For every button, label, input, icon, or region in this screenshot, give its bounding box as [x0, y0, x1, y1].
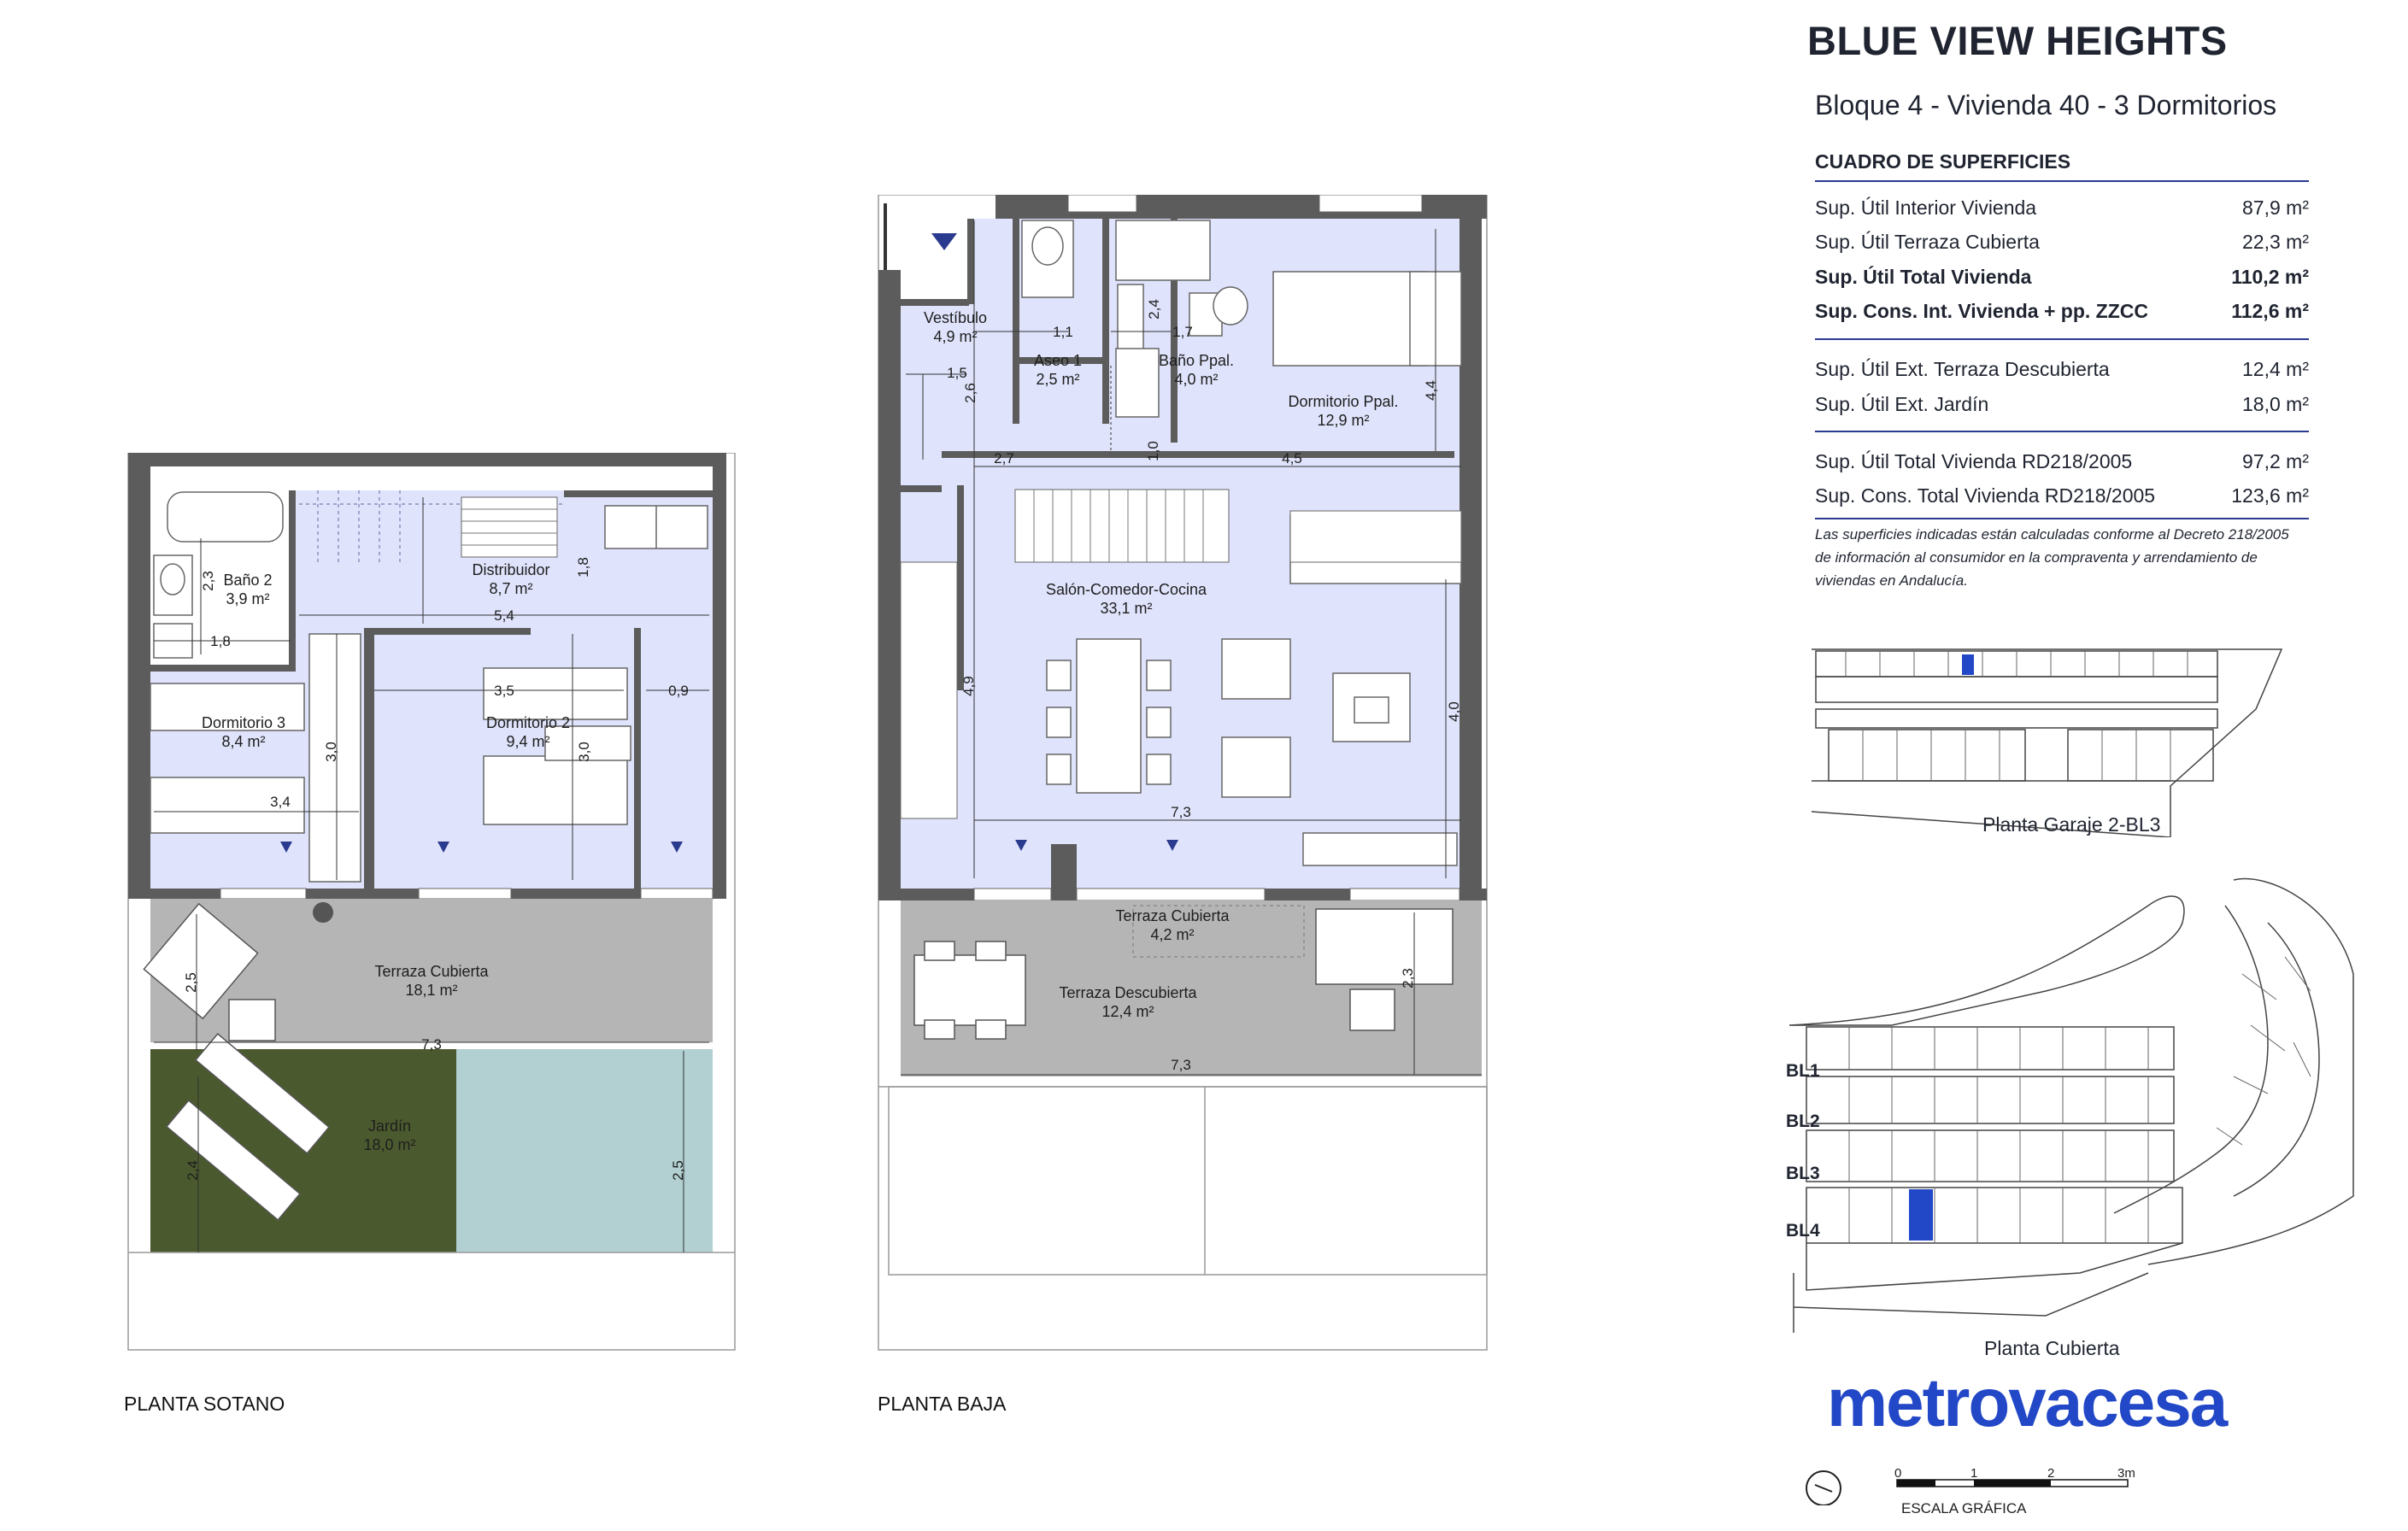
dimension-label: 1,7: [1172, 324, 1193, 340]
room-name: Baño Ppal.: [1158, 352, 1235, 369]
surface-row: [1815, 231, 2309, 254]
roof-plan-caption: Planta Cubierta: [1984, 1337, 2120, 1359]
surface-value: 12,4 m²: [2242, 358, 2309, 380]
sotano-floor-plan: [120, 453, 743, 1358]
surface-row: [1815, 358, 2309, 381]
room-area: 2,5 m²: [1036, 371, 1080, 388]
table-divider: [1815, 431, 2309, 432]
dimension-label: 2,4: [185, 1160, 201, 1181]
surface-value: 112,6 m²: [2231, 300, 2309, 322]
room-area: 8,7 m²: [489, 580, 533, 597]
surface-label: Sup. Útil Ext. Jardín: [1815, 393, 1989, 415]
room-area: 4,9 m²: [933, 328, 978, 345]
surface-label: Sup. Útil Ext. Terraza Descubierta: [1815, 358, 2110, 380]
unit-location-marker: [1962, 654, 1974, 675]
scale-mark: 1: [1970, 1466, 1978, 1481]
surface-label: Sup. Cons. Int. Vivienda + pp. ZZCC: [1815, 300, 2148, 322]
surface-row: [1815, 197, 2309, 220]
dimension-label: 1,5: [947, 365, 967, 381]
surface-row: [1815, 484, 2309, 507]
surface-row: [1815, 300, 2309, 323]
metrovacesa-logo: metrovacesa: [1827, 1364, 2227, 1440]
dimension-label: 4,5: [1282, 450, 1302, 466]
scale-caption: ESCALA GRÁFICA: [1901, 1500, 2027, 1516]
dimension-label: 3,5: [494, 683, 514, 699]
room-area: 12,9 m²: [1317, 412, 1370, 429]
dimension-label: 2,6: [962, 383, 978, 403]
dimension-label: 2,3: [1400, 968, 1416, 988]
dimension-label: 3,0: [576, 742, 592, 762]
room-name: Dormitorio Ppal.: [1288, 393, 1399, 410]
garage-key-plan: [1812, 641, 2290, 837]
block-label-bl3: BL3: [1786, 1164, 1820, 1183]
dimension-label: 1,8: [210, 633, 231, 649]
dimension-label: 1,8: [575, 557, 591, 578]
dimension-label: 5,4: [494, 607, 514, 624]
unit-location-marker: [1909, 1189, 1933, 1241]
dimension-label: 2,5: [183, 972, 199, 993]
room-name: Dormitorio 2: [485, 714, 571, 731]
surface-label: Sup. Útil Terraza Cubierta: [1815, 231, 2040, 253]
room-name: Salón-Comedor-Cocina: [1045, 581, 1207, 598]
dimension-label: 1,1: [1053, 324, 1073, 340]
dimension-label: 0,9: [668, 683, 689, 699]
dimension-label: 4,9: [960, 676, 977, 696]
garage-plan-caption: Planta Garaje 2-BL3: [1982, 813, 2161, 836]
scale-mark: 3m: [2117, 1466, 2135, 1481]
room-name: Dormitorio 3: [201, 714, 286, 731]
surface-label: Sup. Útil Total Vivienda RD218/2005: [1815, 450, 2133, 472]
sotano-caption: PLANTA SOTANO: [124, 1393, 285, 1415]
unit-subtitle: Bloque 4 - Vivienda 40 - 3 Dormitorios: [1815, 90, 2277, 120]
pool-area: [456, 1049, 713, 1252]
surface-row: [1815, 450, 2309, 473]
dimension-label: 4,4: [1423, 380, 1439, 401]
dimension-label: 1,0: [1145, 441, 1161, 461]
room-name: Baño 2: [223, 572, 273, 589]
dimension-label: 4,0: [1446, 701, 1462, 722]
surface-value: 87,9 m²: [2242, 197, 2309, 219]
surface-row: [1815, 393, 2309, 416]
room-area: 4,2 m²: [1150, 926, 1195, 943]
surface-row: [1815, 266, 2309, 289]
room-area: 18,0 m²: [363, 1136, 416, 1153]
room-name: Vestíbulo: [923, 309, 988, 326]
dimension-label: 2,4: [1146, 299, 1162, 320]
room-area: 18,1 m²: [405, 982, 458, 999]
room-area: 12,4 m²: [1101, 1003, 1154, 1020]
legal-note: Las superficies indicadas están calculadas conforme al Decreto 218/2005 de información al consumidor en la compraventa y arrendamiento de viviendas en Andalucía.: [1815, 526, 2289, 589]
dimension-label: 3,0: [323, 742, 339, 762]
dimension-label: 7,3: [1171, 804, 1191, 820]
surface-value: 97,2 m²: [2242, 450, 2309, 472]
dimension-label: 2,7: [994, 450, 1014, 466]
scale-mark: 0: [1894, 1466, 1902, 1481]
room-area: 4,0 m²: [1174, 371, 1219, 388]
room-area: 33,1 m²: [1100, 600, 1153, 617]
block-label-bl2: BL2: [1786, 1112, 1820, 1131]
room-area: 9,4 m²: [506, 733, 550, 750]
surface-label: Sup. Cons. Total Vivienda RD218/2005: [1815, 484, 2156, 507]
dimension-label: 7,3: [421, 1036, 442, 1053]
dimension-label: 3,4: [270, 794, 291, 810]
room-name: Terraza Cubierta: [374, 963, 489, 980]
room-name: Jardín: [367, 1117, 412, 1135]
baja-floor-plan: [872, 195, 1495, 1358]
table-divider: [1815, 338, 2309, 340]
dimension-label: 7,3: [1171, 1057, 1191, 1073]
surface-label: Sup. Útil Total Vivienda: [1815, 266, 2032, 288]
table-divider: [1815, 518, 2309, 519]
surface-table-heading: CUADRO DE SUPERFICIES: [1815, 150, 2309, 182]
dimension-label: 2,5: [670, 1160, 686, 1181]
surface-value: 18,0 m²: [2242, 393, 2309, 415]
scale-mark: 2: [2047, 1466, 2055, 1481]
dimension-label: 2,3: [200, 571, 216, 591]
surface-label: Sup. Útil Interior Vivienda: [1815, 197, 2037, 219]
project-title: BLUE VIEW HEIGHTS: [1807, 18, 2228, 63]
block-label-bl4: BL4: [1786, 1221, 1820, 1241]
baja-caption: PLANTA BAJA: [878, 1393, 1007, 1415]
room-name: Aseo 1: [1033, 352, 1083, 369]
surface-value: 110,2 m²: [2231, 266, 2309, 288]
room-name: Terraza Descubierta: [1059, 984, 1197, 1001]
surface-value: 22,3 m²: [2242, 231, 2309, 253]
surface-value: 123,6 m²: [2231, 484, 2309, 507]
block-label-bl1: BL1: [1786, 1061, 1820, 1081]
room-area: 8,4 m²: [221, 733, 266, 750]
room-name: Distribuidor: [472, 561, 550, 578]
room-name: Terraza Cubierta: [1115, 907, 1230, 924]
roof-key-plan: [1789, 871, 2370, 1341]
room-area: 3,9 m²: [226, 590, 270, 607]
